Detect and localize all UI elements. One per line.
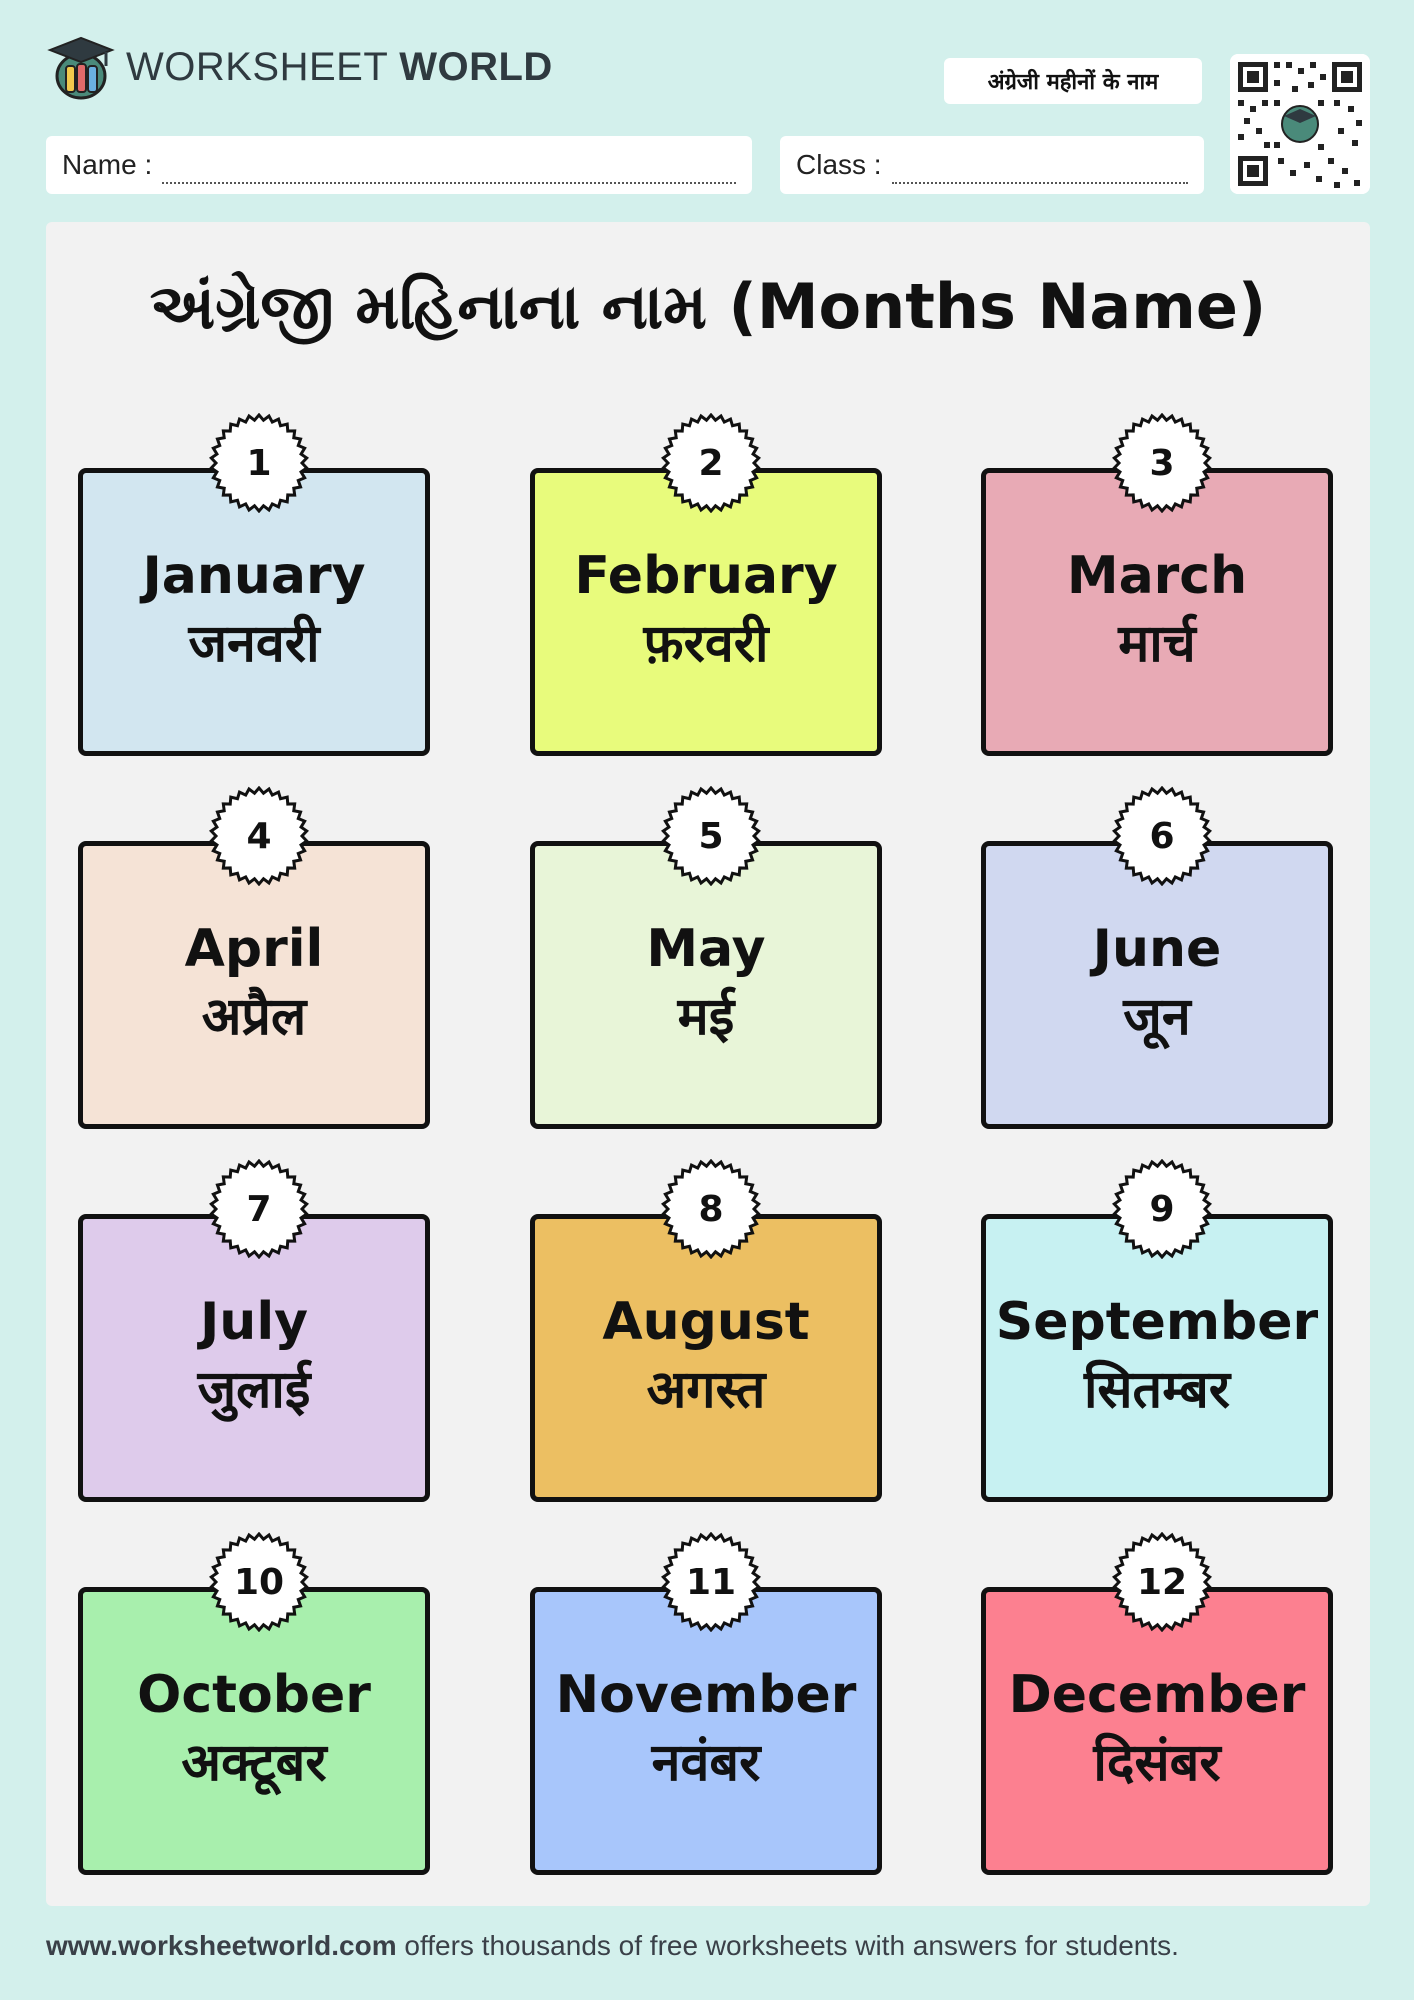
month-name-english: September — [995, 1292, 1319, 1353]
month-card — [530, 1188, 882, 1502]
month-name-hindi: सितम्बर — [1083, 1360, 1231, 1421]
brand — [46, 32, 553, 102]
month-name-english: June — [1092, 919, 1222, 980]
month-number: 1 — [246, 442, 272, 484]
month-name-hindi: जुलाई — [197, 1360, 311, 1421]
month-number: 7 — [246, 1188, 272, 1230]
qr-code-icon — [1230, 54, 1370, 194]
month-card — [530, 1561, 882, 1875]
month-name-hindi: दिसंबर — [1093, 1733, 1221, 1794]
month-name-english: December — [1008, 1665, 1306, 1726]
month-name-hindi: अप्रैल — [201, 987, 307, 1048]
month-name-english: March — [1066, 546, 1248, 607]
month-number: 12 — [1136, 1561, 1188, 1603]
page-title: અંગ્રેજી મહિનાના નામ (Months Name) — [149, 270, 1267, 343]
month-name-hindi: मार्च — [1118, 614, 1196, 675]
month-number-badge — [661, 413, 761, 513]
month-number-badge — [209, 413, 309, 513]
month-number: 8 — [698, 1188, 724, 1230]
month-name-hindi: मई — [677, 987, 735, 1048]
month-card — [981, 815, 1333, 1129]
month-number-badge — [661, 786, 761, 886]
month-name-english: May — [646, 919, 766, 980]
month-card — [78, 1561, 430, 1875]
month-number: 11 — [685, 1561, 737, 1603]
month-name-english: August — [602, 1292, 810, 1353]
month-number-badge — [661, 1159, 761, 1259]
footer-site-link[interactable]: www.worksheetworld.com — [46, 1930, 397, 1961]
month-card — [981, 1188, 1333, 1502]
worksheet-topic-tag: अंग्रेजी महीनों के नाम — [944, 58, 1202, 104]
month-name-hindi: अगस्त — [646, 1360, 766, 1421]
month-name-english: November — [555, 1665, 857, 1726]
month-number-badge — [209, 1532, 309, 1632]
month-name-hindi: नवंबर — [651, 1733, 761, 1794]
month-number: 3 — [1149, 442, 1175, 484]
name-field[interactable] — [46, 136, 752, 194]
month-name-english: February — [574, 546, 838, 607]
name-writing-line[interactable] — [162, 162, 736, 184]
month-card — [78, 1188, 430, 1502]
month-card — [78, 815, 430, 1129]
month-name-english: January — [142, 546, 366, 607]
brand-name-bold: WORLD — [399, 44, 553, 89]
month-number: 4 — [246, 815, 272, 857]
footer — [46, 1930, 1179, 1962]
month-name-english: July — [199, 1292, 309, 1353]
month-number-badge — [1112, 786, 1212, 886]
month-number-badge — [209, 1159, 309, 1259]
month-card — [530, 815, 882, 1129]
month-number-badge — [1112, 1159, 1212, 1259]
graduation-cap-logo-icon — [46, 32, 116, 102]
brand-name-light: WORKSHEET — [126, 44, 388, 89]
month-number-badge — [661, 1532, 761, 1632]
month-number-badge — [1112, 413, 1212, 513]
month-name-hindi: जनवरी — [188, 614, 320, 675]
month-number: 2 — [698, 442, 724, 484]
month-name-english: October — [137, 1665, 371, 1726]
month-name-hindi: अक्टूबर — [181, 1733, 327, 1794]
class-field[interactable] — [780, 136, 1204, 194]
month-number: 9 — [1149, 1188, 1175, 1230]
month-card — [530, 442, 882, 756]
month-name-hindi: फ़रवरी — [643, 614, 769, 675]
month-number: 10 — [233, 1561, 285, 1603]
footer-text: offers thousands of free worksheets with answers for students. — [396, 1930, 1179, 1961]
month-card — [78, 442, 430, 756]
name-label: Name : — [62, 149, 153, 180]
month-number: 5 — [698, 815, 724, 857]
month-number-badge — [209, 786, 309, 886]
month-number-badge — [1112, 1532, 1212, 1632]
month-name-hindi: जून — [1123, 987, 1191, 1048]
class-label: Class : — [796, 149, 882, 180]
month-card — [981, 442, 1333, 756]
month-card — [981, 1561, 1333, 1875]
month-name-english: April — [184, 919, 324, 980]
month-number: 6 — [1149, 815, 1175, 857]
class-writing-line[interactable] — [892, 162, 1188, 184]
